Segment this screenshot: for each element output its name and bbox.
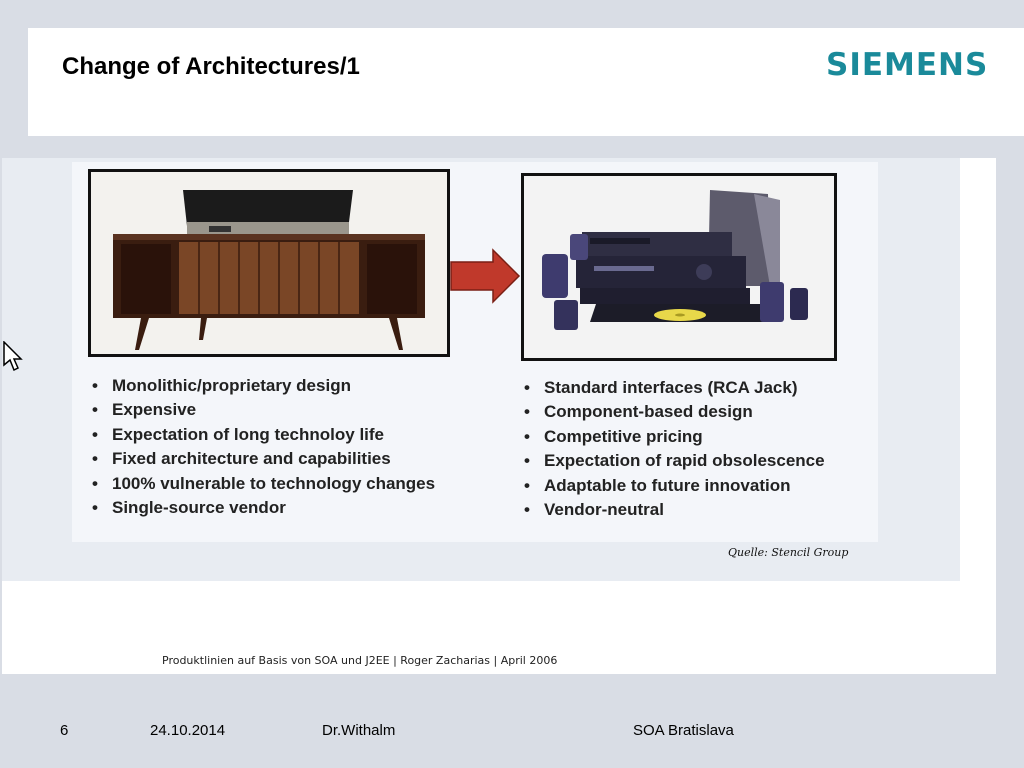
- mouse-pointer-icon: [3, 341, 23, 378]
- list-item: • Competitive pricing: [524, 426, 703, 446]
- bullet-text: Standard interfaces (RCA Jack): [544, 378, 798, 397]
- list-item: • 100% vulnerable to technology changes: [92, 473, 436, 493]
- bullet-text: Expectation of rapid obsolescence: [544, 451, 825, 471]
- page-title: Change of Architectures/1: [62, 53, 360, 80]
- bullet-text: Single-source vendor: [112, 497, 286, 517]
- bullet-text: Monolithic/proprietary design: [112, 376, 351, 395]
- list-item: • Expectation of long technoloy life: [92, 424, 385, 444]
- list-item: • Fixed architecture and capabilities: [92, 449, 391, 469]
- left-bullet-list: [92, 374, 435, 520]
- bullet-text: Competitive pricing: [544, 426, 703, 446]
- bullet-text: Fixed architecture and capabilities: [112, 449, 391, 469]
- right-bullet-list: [524, 376, 825, 522]
- bullet-text: Adaptable to future innovation: [544, 475, 791, 495]
- red-arrow-icon: [449, 248, 521, 309]
- list-item: • Expensive: [92, 400, 197, 420]
- bullet-text: Expectation of long technoloy life: [112, 424, 385, 444]
- source-caption: Quelle: Stencil Group: [728, 546, 849, 559]
- list-item: • Standard interfaces (RCA Jack): [524, 378, 798, 397]
- figure-footnote: Produktlinien auf Basis von SOA und J2EE | Roger Zacharias | April 2006: [162, 654, 558, 667]
- list-item: • Single-source vendor: [92, 497, 286, 517]
- bullet-text: Component-based design: [544, 402, 753, 422]
- bullet-text: 100% vulnerable to technology changes: [112, 473, 436, 493]
- siemens-logo: SIEMENS: [826, 47, 989, 83]
- list-item: • Vendor-neutral: [524, 499, 664, 519]
- bullet-text: Vendor-neutral: [544, 499, 664, 519]
- list-item: • Adaptable to future innovation: [524, 475, 791, 495]
- list-item: • Expectation of rapid obsolescence: [524, 451, 825, 471]
- component-stereo-image: [521, 173, 837, 361]
- bullet-text: Expensive: [112, 400, 197, 420]
- footer-date: 24.10.2014: [150, 722, 226, 739]
- footer-event: SOA Bratislava: [633, 722, 734, 739]
- footer-page-number: 6: [60, 722, 69, 739]
- console-stereo-image: [88, 169, 450, 357]
- footer-author: Dr.Withalm: [322, 722, 396, 739]
- list-item: • Component-based design: [524, 402, 753, 422]
- list-item: • Monolithic/proprietary design: [92, 376, 351, 395]
